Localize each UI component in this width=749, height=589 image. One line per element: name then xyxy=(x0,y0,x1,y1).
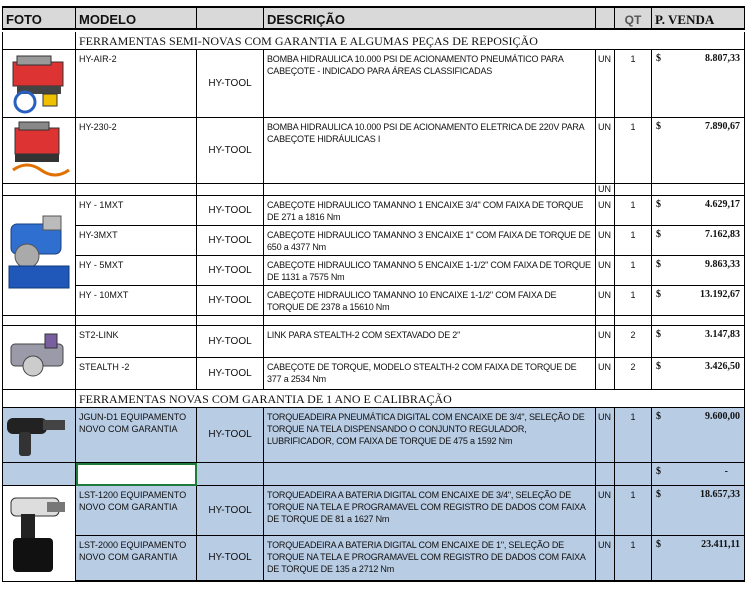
currency-symbol: $ xyxy=(656,289,661,300)
qty-cell[interactable]: 1 xyxy=(615,50,652,118)
qty-cell[interactable]: 2 xyxy=(615,326,652,358)
model-cell[interactable]: JGUN-D1 EQUIPAMENTO NOVO COM GARANTIA xyxy=(76,408,197,463)
brand-cell[interactable]: HY-TOOL xyxy=(197,118,264,184)
section-title-novas[interactable]: FERRAMENTAS NOVAS COM GARANTIA DE 1 ANO E CALIBRAÇÃO xyxy=(76,390,745,408)
currency-symbol: $ xyxy=(656,53,661,64)
table-row xyxy=(2,536,745,582)
price-value: 4.629,17 xyxy=(705,199,740,210)
empty-cell[interactable] xyxy=(615,316,652,326)
currency-symbol: $ xyxy=(656,466,661,477)
empty-cell[interactable] xyxy=(615,463,652,486)
model-cell[interactable]: STEALTH -2 xyxy=(76,358,197,390)
price-value: 7.162,83 xyxy=(705,229,740,240)
table-row xyxy=(2,326,745,358)
section-row xyxy=(2,32,745,50)
header-un[interactable] xyxy=(596,6,615,30)
empty-cell[interactable] xyxy=(197,184,264,196)
description-cell[interactable]: TORQUEADEIRA PNEUMÁTICA DIGITAL COM ENCAIXE DE 3/4", SELEÇÃO DE TORQUE NA TELA DISPENSANDO O CONJUNTO REGULADOR, LUBRIFICADOR, COM FAIXA DE TORQUE DE 475 a 1592 Nm xyxy=(264,408,596,463)
description-cell[interactable]: CABEÇOTE DE TORQUE, MODELO STEALTH-2 COM FAIXA DE TORQUE DE 377 a 2534 Nm xyxy=(264,358,596,390)
section-title-semi-novas[interactable]: FERRAMENTAS SEMI-NOVAS COM GARANTIA E ALGUMAS PEÇAS DE REPOSIÇÃO xyxy=(76,32,745,50)
empty-cell[interactable] xyxy=(652,316,745,326)
price-cell[interactable] xyxy=(652,118,745,184)
description-cell[interactable]: CABEÇOTE HIDRAULICO TAMANNO 3 ENCAIXE 1" COM FAIXA DE TORQUE DE 650 a 4377 Nm xyxy=(264,226,596,256)
unit-cell[interactable]: UN xyxy=(596,326,615,358)
qty-cell[interactable]: 1 xyxy=(615,536,652,582)
unit-cell[interactable]: UN xyxy=(596,408,615,463)
qty-cell[interactable]: 2 xyxy=(615,358,652,390)
header-descricao[interactable]: DESCRIÇÃO xyxy=(264,6,596,30)
qty-cell[interactable]: 1 xyxy=(615,486,652,536)
brand-cell[interactable]: HY-TOOL xyxy=(197,326,264,358)
table-row xyxy=(2,486,745,536)
price-cell[interactable] xyxy=(652,50,745,118)
price-value: 9.863,33 xyxy=(705,259,740,270)
table-row xyxy=(2,286,745,316)
header-qt[interactable]: QT xyxy=(615,6,652,30)
description-cell[interactable]: BOMBA HIDRAULICA 10.000 PSI DE ACIONAMENTO ELETRICA DE 220V PARA CABEÇOTE HIDRÁULICAS I xyxy=(264,118,596,184)
price-cell[interactable] xyxy=(652,286,745,316)
table-row xyxy=(2,196,745,226)
empty-cell[interactable] xyxy=(197,316,264,326)
currency-symbol: $ xyxy=(656,489,661,500)
price-cell[interactable] xyxy=(652,536,745,582)
table-row xyxy=(2,408,745,463)
unit-cell[interactable]: UN xyxy=(596,256,615,286)
price-value: 23.411,11 xyxy=(701,539,740,550)
header-brand[interactable] xyxy=(197,6,264,30)
qty-cell[interactable]: 1 xyxy=(615,256,652,286)
brand-cell[interactable]: HY-TOOL xyxy=(197,196,264,226)
price-cell[interactable] xyxy=(652,256,745,286)
currency-symbol: $ xyxy=(656,199,661,210)
empty-cell[interactable] xyxy=(652,184,745,196)
currency-symbol: $ xyxy=(656,329,661,340)
price-value: 18.657,33 xyxy=(700,489,740,500)
empty-cell[interactable] xyxy=(76,184,197,196)
description-cell[interactable]: LINK PARA STEALTH-2 COM SEXTAVADO DE 2" xyxy=(264,326,596,358)
price-cell[interactable] xyxy=(652,463,745,486)
unit-cell[interactable]: UN xyxy=(596,358,615,390)
description-cell[interactable]: TORQUEADEIRA A BATERIA DIGITAL COM ENCAIXE DE 3/4", SELEÇÃO DE TORQUE NA TELA E PROGRAMAVEL COM REGISTRO DE DADOS COM FAIXA DE TORQUE DE 81 a 1627 Nm xyxy=(264,486,596,536)
model-cell[interactable]: ST2-LINK xyxy=(76,326,197,358)
header-foto[interactable]: FOTO xyxy=(2,6,76,30)
price-cell[interactable] xyxy=(652,226,745,256)
model-cell[interactable]: HY - 5MXT xyxy=(76,256,197,286)
header-preco[interactable]: P. VENDA xyxy=(652,6,745,30)
empty-cell[interactable] xyxy=(596,316,615,326)
currency-symbol: $ xyxy=(656,539,661,550)
qty-cell[interactable]: 1 xyxy=(615,226,652,256)
spacer-row xyxy=(2,316,745,326)
header-row xyxy=(2,6,745,30)
price-cell[interactable] xyxy=(652,486,745,536)
price-value: 13.192,67 xyxy=(700,289,740,300)
currency-symbol: $ xyxy=(656,361,661,372)
qty-cell[interactable]: 1 xyxy=(615,196,652,226)
price-value: 3.426,50 xyxy=(705,361,740,372)
table-row xyxy=(2,50,745,118)
unit-cell[interactable]: UN xyxy=(596,486,615,536)
table-row xyxy=(2,118,745,184)
brand-cell[interactable]: HY-TOOL xyxy=(197,226,264,256)
empty-cell[interactable] xyxy=(615,184,652,196)
description-cell[interactable]: CABEÇOTE HIDRAULICO TAMANNO 1 ENCAIXE 3/4" COM FAIXA DE TORQUE DE 271 a 1816 Nm xyxy=(264,196,596,226)
model-cell[interactable]: HY - 1MXT xyxy=(76,196,197,226)
price-cell[interactable] xyxy=(652,408,745,463)
qty-cell[interactable]: 1 xyxy=(615,118,652,184)
price-value: 9.600,00 xyxy=(705,411,740,422)
model-cell[interactable]: HY-3MXT xyxy=(76,226,197,256)
header-modelo[interactable]: MODELO xyxy=(76,6,197,30)
currency-symbol: $ xyxy=(656,229,661,240)
empty-cell[interactable] xyxy=(596,463,615,486)
qty-cell[interactable]: 1 xyxy=(615,286,652,316)
price-cell[interactable] xyxy=(652,196,745,226)
price-value: 3.147,83 xyxy=(705,329,740,340)
empty-cell[interactable] xyxy=(2,463,76,486)
currency-symbol: $ xyxy=(656,259,661,270)
unit-cell[interactable]: UN xyxy=(596,184,615,196)
unit-cell[interactable]: UN xyxy=(596,536,615,582)
brand-cell[interactable]: HY-TOOL xyxy=(197,408,264,463)
currency-symbol: $ xyxy=(656,411,661,422)
model-cell[interactable]: HY-AIR-2 xyxy=(76,50,197,118)
unit-cell[interactable]: UN xyxy=(596,50,615,118)
description-cell[interactable]: CABEÇOTE HIDRAULICO TAMANNO 10 ENCAIXE 1-1/2" COM FAIXA DE TORQUE DE 2378 a 15610 Nm xyxy=(264,286,596,316)
brand-cell[interactable]: HY-TOOL xyxy=(197,486,264,536)
section-foto-cell[interactable] xyxy=(2,390,76,408)
empty-cell[interactable] xyxy=(264,316,596,326)
brand-cell[interactable]: HY-TOOL xyxy=(197,358,264,390)
unit-cell[interactable]: UN xyxy=(596,226,615,256)
spacer-row xyxy=(2,184,745,196)
price-value: 8.807,33 xyxy=(705,53,740,64)
currency-symbol: $ xyxy=(656,121,661,132)
qty-cell[interactable]: 1 xyxy=(615,408,652,463)
unit-cell[interactable]: UN xyxy=(596,286,615,316)
table-row xyxy=(2,256,745,286)
brand-cell[interactable]: HY-TOOL xyxy=(197,286,264,316)
table-row xyxy=(2,226,745,256)
model-cell[interactable]: HY - 10MXT xyxy=(76,286,197,316)
brand-cell[interactable]: HY-TOOL xyxy=(197,536,264,582)
description-cell[interactable]: CABEÇOTE HIDRAULICO TAMANNO 5 ENCAIXE 1-1/2" COM FAIXA DE TORQUE DE 1131 a 7575 Nm xyxy=(264,256,596,286)
brand-cell[interactable]: HY-TOOL xyxy=(197,50,264,118)
unit-cell[interactable]: UN xyxy=(596,118,615,184)
empty-cell[interactable] xyxy=(76,316,197,326)
empty-cell[interactable] xyxy=(197,463,264,486)
model-cell[interactable]: LST-1200 EQUIPAMENTO NOVO COM GARANTIA xyxy=(76,486,197,536)
section-foto-cell[interactable] xyxy=(2,32,76,50)
empty-cell[interactable] xyxy=(2,316,76,326)
empty-cell[interactable] xyxy=(264,463,596,486)
selected-cell[interactable] xyxy=(76,463,197,486)
price-dash: - xyxy=(724,466,728,477)
description-cell[interactable]: BOMBA HIDRAULICA 10.000 PSI DE ACIONAMENTO PNEUMÁTICO PARA CABEÇOTE - INDICADO PARA ÁREAS CLASSIFICADAS xyxy=(264,50,596,118)
price-value: 7.890,67 xyxy=(705,121,740,132)
price-cell[interactable] xyxy=(652,326,745,358)
section-row xyxy=(2,390,745,408)
model-cell[interactable]: HY-230-2 xyxy=(76,118,197,184)
description-cell[interactable]: TORQUEADEIRA A BATERIA DIGITAL COM ENCAIXE DE 1", SELEÇÃO DE TORQUE NA TELA E PROGRAMAVEL COM REGISTRO DE DADOS COM FAIXA DE TORQUE DE 135 a 2712 Nm xyxy=(264,536,596,582)
unit-cell[interactable]: UN xyxy=(596,196,615,226)
brand-cell[interactable]: HY-TOOL xyxy=(197,256,264,286)
table-row xyxy=(2,358,745,390)
empty-cell[interactable] xyxy=(264,184,596,196)
price-cell[interactable] xyxy=(652,358,745,390)
model-cell[interactable]: LST-2000 EQUIPAMENTO NOVO COM GARANTIA xyxy=(76,536,197,582)
empty-cell[interactable] xyxy=(2,184,76,196)
